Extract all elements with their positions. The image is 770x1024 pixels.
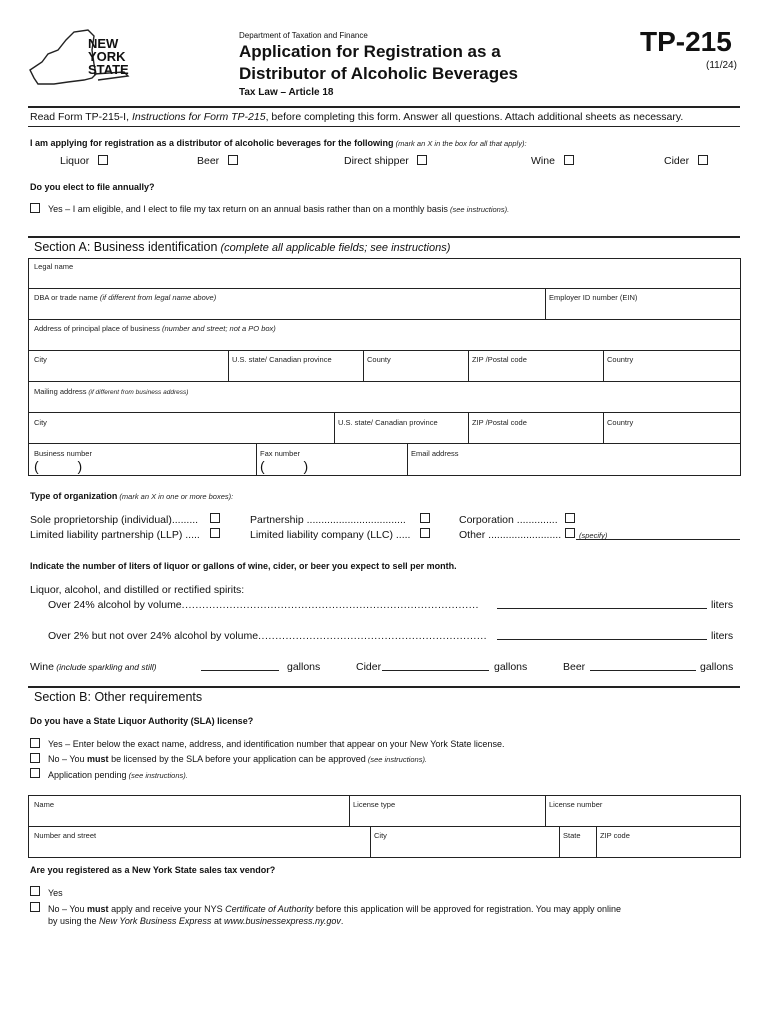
vendor-line2-post: at — [211, 916, 224, 926]
mailing-country-label: Country — [607, 418, 634, 427]
section-b-title: Section B: Other requirements — [34, 690, 203, 704]
sla-no-bold: must — [87, 754, 109, 764]
business-express-link[interactable]: www.businessexpress.ny.gov — [223, 916, 341, 926]
country-label: Country — [607, 355, 634, 364]
beer-label: Beer — [563, 661, 586, 673]
org-question — [30, 491, 233, 501]
vendor-no-text-line2 — [48, 916, 343, 926]
license-state-field[interactable] — [559, 827, 581, 857]
fax-number-label: Fax number — [260, 449, 301, 458]
cider-input[interactable] — [382, 670, 489, 671]
legal-name-field[interactable] — [28, 258, 741, 289]
city-row — [28, 350, 741, 382]
intro-divider — [28, 126, 740, 127]
address-hint: (number and street; not a PO box) — [159, 324, 276, 333]
license-type-field[interactable] — [349, 796, 396, 826]
vendor-yes-text: Yes — [48, 888, 63, 898]
mailing-state-label: U.S. state/ Canadian province — [338, 418, 438, 427]
mailing-state-field[interactable] — [334, 413, 438, 443]
license-row2 — [28, 826, 741, 858]
mailing-zip-field[interactable] — [468, 413, 527, 443]
mailing-label-text: Mailing address — [34, 387, 87, 396]
vendor-no-checkbox[interactable] — [30, 902, 40, 912]
dba-hint: (if different from legal name above) — [97, 293, 217, 302]
org-hint: (mark an X in one or more boxes): — [117, 492, 234, 501]
annual-hint: (see instructions). — [447, 205, 510, 214]
option-cider-label: Cider — [664, 155, 690, 167]
beer-unit: gallons — [700, 661, 734, 673]
mailing-hint: (if different from business address) — [86, 389, 189, 396]
vendor-no-post: before this application will be approved for registration. You may apply online — [313, 904, 622, 914]
liquor-checkbox[interactable] — [98, 155, 108, 165]
over24-unit: liters — [711, 599, 734, 611]
vendor-no-text — [48, 904, 621, 914]
ein-field[interactable] — [545, 289, 638, 319]
option-wine-label: Wine — [531, 155, 555, 167]
city-label: City — [34, 355, 47, 364]
email-label: Email address — [411, 449, 459, 458]
over24-label: Over 24% alcohol by volume....................................................................................... — [48, 599, 479, 611]
license-number-label: License number — [549, 800, 603, 809]
vendor-line2-end: . — [340, 916, 344, 926]
sla-no-hint: (see instructions). — [365, 755, 428, 764]
over2-input[interactable] — [497, 639, 707, 640]
address-label-text: Address of principal place of business — [34, 324, 160, 333]
intro-text — [30, 111, 683, 123]
llc-label: Limited liability company (LLC) ..... — [250, 529, 411, 541]
license-type-label: License type — [353, 800, 396, 809]
license-city-field[interactable] — [370, 827, 387, 857]
form-title-line1: Application for Registration as a — [239, 42, 501, 61]
license-row1 — [28, 795, 741, 827]
state-label: U.S. state/ Canadian province — [232, 355, 332, 364]
annual-yes-checkbox[interactable] — [30, 203, 40, 213]
sla-question: Do you have a State Liquor Authority (SLA) license? — [30, 716, 254, 726]
county-field[interactable] — [363, 351, 391, 381]
sla-pending-text — [48, 770, 188, 780]
license-name-label: Name — [34, 800, 55, 809]
vendor-no-pre: No – You — [48, 904, 88, 914]
applying-question — [30, 138, 527, 148]
llc-checkbox[interactable] — [420, 528, 430, 538]
form-number: TP-215 — [640, 26, 732, 57]
intro-lead: Read Form TP-215-I, — [30, 111, 132, 123]
wine-hint: (include sparkling and still) — [53, 662, 157, 672]
cider-unit: gallons — [494, 661, 528, 673]
liters-question: Indicate the number of liters of liquor or gallons of wine, cider, or beer you expect to sell per month. — [30, 561, 457, 571]
direct-shipper-checkbox[interactable] — [417, 155, 427, 165]
partnership-label: Partnership .................................. — [250, 514, 406, 526]
license-city-label: City — [374, 831, 387, 840]
sole-prop-checkbox[interactable] — [210, 513, 220, 523]
county-label: County — [367, 355, 391, 364]
mailing-label — [34, 387, 188, 396]
vendor-line2-italic: New York Business Express — [99, 916, 212, 926]
beer-input[interactable] — [590, 670, 696, 671]
logo-line-york: YORK — [88, 49, 126, 64]
sla-yes-checkbox[interactable] — [30, 738, 40, 748]
address-label — [34, 324, 276, 333]
over24-text: Over 24% alcohol by volume — [48, 599, 182, 611]
other-checkbox[interactable] — [565, 528, 575, 538]
intro-rest: , before completing this form. Answer all questions. Attach additional sheets as necessary. — [265, 111, 684, 123]
sla-no-text — [48, 754, 427, 764]
spirits-label: Liquor, alcohol, and distilled or rectified spirits: — [30, 584, 245, 596]
ein-label: Employer ID number (EIN) — [549, 293, 638, 302]
vendor-no-bold: must — [87, 904, 109, 914]
cider-label: Cider — [356, 661, 382, 673]
section-a-title — [34, 240, 450, 254]
applying-question-text: I am applying for registration as a distributor of alcoholic beverages for the following — [30, 138, 394, 148]
vendor-line2-pre: by using the — [48, 916, 100, 926]
country-field[interactable] — [603, 351, 634, 381]
over2-label: Over 2% but not over 24% alcohol by volume................................................................... — [48, 630, 488, 642]
sole-prop-label: Sole proprietorship (individual)......... — [30, 514, 199, 526]
mailing-city-row — [28, 412, 741, 444]
header-divider — [28, 106, 740, 108]
partnership-checkbox[interactable] — [420, 513, 430, 523]
sla-no-checkbox[interactable] — [30, 753, 40, 763]
mailing-city-label: City — [34, 418, 47, 427]
sla-pending-label: Application pending — [48, 770, 127, 780]
logo-text — [88, 37, 129, 76]
state-field[interactable] — [228, 351, 332, 381]
dba-row — [28, 288, 741, 320]
corporation-checkbox[interactable] — [565, 513, 575, 523]
zip-label: ZIP /Postal code — [472, 355, 527, 364]
vendor-no-mid: apply and receive your NYS — [108, 904, 226, 914]
mailing-zip-label: ZIP /Postal code — [472, 418, 527, 427]
option-beer-label: Beer — [197, 155, 220, 167]
section-a-divider — [28, 236, 740, 238]
contact-row — [28, 443, 741, 476]
vendor-yes-checkbox[interactable] — [30, 886, 40, 896]
license-street-label: Number and street — [34, 831, 97, 840]
beer-checkbox[interactable] — [228, 155, 238, 165]
applying-hint: (mark an X in the box for all that apply): — [393, 139, 527, 148]
form-title-line2: Distributor of Alcoholic Beverages — [239, 64, 518, 83]
form-subtitle: Tax Law – Article 18 — [239, 87, 334, 98]
vendor-question: Are you registered as a New York State sales tax vendor? — [30, 865, 276, 875]
annual-question: Do you elect to file annually? — [30, 182, 155, 192]
other-label: Other ......................... — [459, 529, 562, 541]
legal-name-label: Legal name — [34, 262, 74, 271]
business-number-parens[interactable]: ( ) — [34, 458, 83, 474]
business-number-label: Business number — [34, 449, 92, 458]
annual-yes-text — [48, 204, 509, 214]
sla-no-post: be licensed by the SLA before your application can be approved — [108, 754, 366, 764]
llp-checkbox[interactable] — [210, 528, 220, 538]
over24-input[interactable] — [497, 608, 707, 609]
wine-unit: gallons — [287, 661, 321, 673]
annual-option-text: Yes – I am eligible, and I elect to file my tax return on an annual basis rather than on a monthly basis — [48, 204, 448, 214]
section-a-hint: (complete all applicable fields; see instructions) — [217, 242, 451, 254]
option-liquor-label: Liquor — [60, 155, 90, 167]
license-state-label: State — [563, 831, 581, 840]
over2-text: Over 2% but not over 24% alcohol by volume — [48, 630, 259, 642]
section-a-title-text: Section A: Business identification — [34, 240, 218, 254]
vendor-no-italic: Certificate of Authority — [225, 904, 314, 914]
section-b-divider — [28, 686, 740, 688]
wine-text: Wine — [30, 661, 54, 673]
department-name: Department of Taxation and Finance — [239, 31, 368, 40]
cider-checkbox[interactable] — [698, 155, 708, 165]
sla-pending-checkbox[interactable] — [30, 768, 40, 778]
specify-hint: (specify) — [579, 531, 608, 540]
wine-checkbox[interactable] — [564, 155, 574, 165]
address-field[interactable] — [28, 319, 741, 351]
email-field[interactable] — [407, 444, 459, 475]
mailing-country-field[interactable] — [603, 413, 634, 443]
form-date: (11/24) — [706, 60, 737, 71]
wine-input[interactable] — [201, 670, 279, 671]
corporation-label: Corporation .............. — [459, 514, 558, 526]
sla-pending-hint: (see instructions). — [126, 771, 188, 780]
llp-label: Limited liability partnership (LLP) ..... — [30, 529, 200, 541]
zip-field[interactable] — [468, 351, 527, 381]
dba-label-text: DBA or trade name — [34, 293, 98, 302]
fax-field[interactable] — [256, 444, 309, 475]
intro-italic: Instructions for Form TP-215 — [131, 111, 266, 123]
dba-label — [34, 293, 216, 302]
logo-line-new: NEW — [88, 36, 119, 51]
license-zip-field[interactable] — [596, 827, 630, 857]
sla-yes-text: Yes – Enter below the exact name, address, and identification number that appear on your New York State license. — [48, 739, 505, 749]
fax-number-parens: ( ) — [260, 458, 309, 474]
license-zip-label: ZIP code — [600, 831, 630, 840]
license-number-field[interactable] — [545, 796, 603, 826]
mailing-address-field[interactable] — [28, 381, 741, 413]
sla-no-pre: No – You — [48, 754, 88, 764]
logo-line-state: STATE — [88, 62, 129, 77]
option-direct-shipper-label: Direct shipper — [344, 155, 409, 167]
org-question-text: Type of organization — [30, 491, 118, 501]
wine-label — [30, 661, 156, 673]
over2-unit: liters — [711, 630, 734, 642]
